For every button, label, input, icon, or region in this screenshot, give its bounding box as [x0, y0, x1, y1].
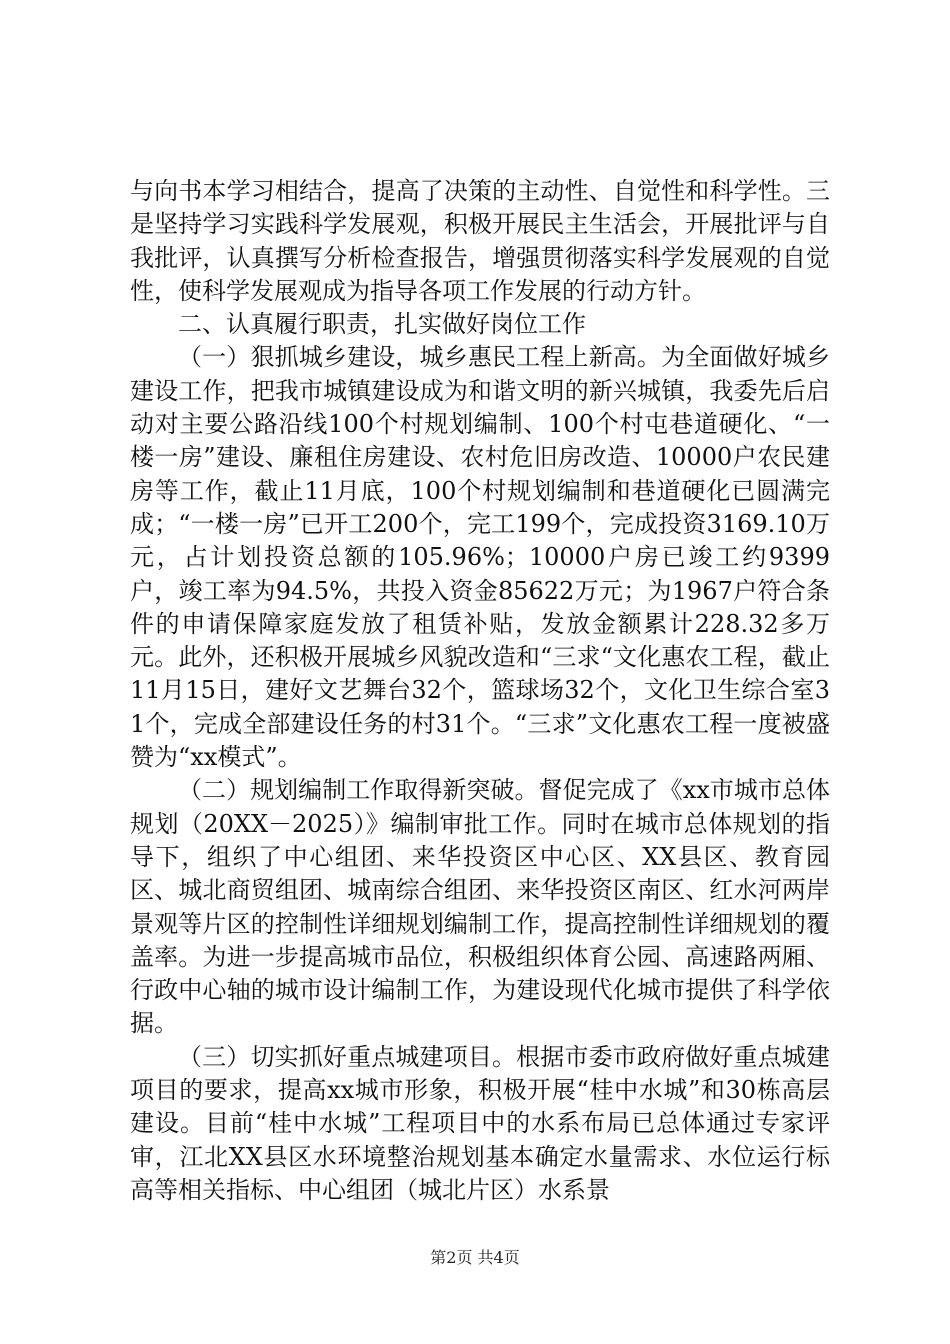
paragraph-urban-rural-construction: （一）狠抓城乡建设，城乡惠民工程上新高。为全面做好城乡建设工作，把我市城镇建设成为和谐文明的新兴城镇，我委先后启动对主要公路沿线100个村规划编制、100个村屯巷道硬化、“一楼一房”建设、廉租住房建设、农村危旧房改造、10000户农民建房等工作，截止11月底，100个村规划编制和巷道硬化已圆满完成；“一楼一房”已开工200个，完工199个，完成投资3169.10万元，占计划投资总额的105.96%；10000户房已竣工约9399户，竣工率为94.5%，共投入资金85622万元；为1967户符合条件的申请保障家庭发放了租赁补贴，发放金额累计228.32多万元。此外，还积极开展城乡风貌改造和“三求“文化惠农工程，截止11月15日，建好文艺舞台32个，篮球场32个，文化卫生综合室31个，完成全部建设任务的村31个。“三求”文化惠农工程一度被盛赞为“xx模式”。 [130, 343, 830, 772]
document-body [130, 175, 830, 1207]
paragraph-continued: 与向书本学习相结合，提高了决策的主动性、自觉性和科学性。三是坚持学习实践科学发展观，积极开展民主生活会，开展批评与自我批评，认真撰写分析检查报告，增强贯彻落实科学发展观的自觉性，使科学发展观成为指导各项工作发展的行动方针。 [130, 177, 830, 305]
paragraph-key-projects: （三）切实抓好重点城建项目。根据市委市政府做好重点城建项目的要求，提高xx城市形象，积极开展“桂中水城”和30栋高层建设。目前“桂中水城”工程项目中的水系布局已总体通过专家评审，江北XX县区水环境整治规划基本确定水量需求、水位运行标高等相关指标、中心组团（城北片区）水系景 [130, 1042, 830, 1204]
section-heading: 二、认真履行职责，扎实做好岗位工作 [178, 310, 586, 339]
paragraph-planning: （二）规划编制工作取得新突破。督促完成了《xx市城市总体规划（20XX－2025）》编制审批工作。同时在城市总体规划的指导下，组织了中心组团、来华投资区中心区、XX县区、教育园区、城北商贸组团、城南综合组团、来华投资区南区、红水河两岸景观等片区的控制性详细规划编制工作，提高控制性详细规划的覆盖率。为进一步提高城市品位，积极组织体育公园、高速路两厢、行政中心轴的城市设计编制工作，为建设现代化城市提供了科学依据。 [130, 776, 830, 1038]
page-footer: 第2页 共4页 [430, 1248, 520, 1267]
